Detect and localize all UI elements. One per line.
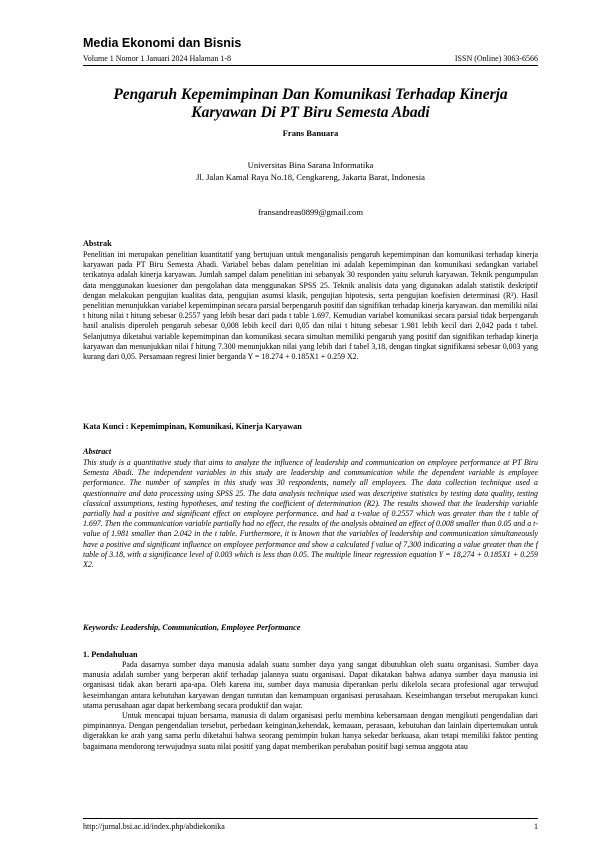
kata-kunci: Kata Kunci : Kepemimpinan, Komunikasi, Kinerja Karyawan [83, 422, 302, 431]
journal-name: Media Ekonomi dan Bisnis [83, 36, 242, 50]
section-heading: 1. Pendahuluan [83, 650, 138, 659]
header-rule [83, 65, 538, 66]
author-name: Frans Banuara [282, 128, 339, 138]
volume-info: Volume 1 Nomor 1 Januari 2024 Halaman 1-8 [83, 54, 232, 63]
abstrak-body [83, 250, 538, 362]
abstrak-text: Penelitian ini merupakan penelitian kuantitatif yang bertujuan untuk menganalisis pengaruh kepemimpinan dan komunikasi terhadap kinerja karyawan pada PT Biru Semesta Abadi. Variabel bebas dalam penelitian ini adalah kepemimpinan dan komunikasi sedangkan variabel terikatnya adalah kinerja karyawan. Jumlah sampel dalam penelitian ini sebanyak 30 responden yaitu seluruh karyawan. Teknik pengumpulan data menggunakan kuesioner dan pengolahan data menggunakan SPSS 25. Teknik analisis data yang digunakan adalah statistik deskriptif dengan melakukan pengujian kualitas data, pengujian asumsi klasik, pengujian hipotesis, serta pengujian koefisien determinasi (R²). Hasil penelitian menunjukkan variabel kepemimpinan secara parsial berpengaruh positif dan signifikan terhadap kinerja karyawan. dan memiliki nilai t hitung nilai t hitung sebesar 0.2557 yang lebih besar dari pada t table 1.697. Kemudian variabel komunikasi secara parsial tidak berpengaruh hasil analisis diperoleh pengaruh sebesar 0,008 lebih kecil dari 0,05 dan nilai t hitung sebesar 1.981 lebih kecil dari 2,042 pada t tabel. Selanjutnya diketahui variable kepemimpinan dan komunikasi secara simultan memiliki pengaruh yang positif dan signifikan terhadap kinerja karyawan dan menunjukkan nilai f hitung 7.300 menunjukkan nilai yang lebih dari f tabel 3,18, dengan tingkat signifikansi sebesar 0,003 yang kurang dari 0,05. Persamaan regresi linier berganda Y = 18.274 + 0.185X1 + 0.259 X2. [83, 250, 538, 362]
page-number: 1 [534, 822, 538, 831]
paper-title: Pengaruh Kepemimpinan Dan Komunikasi Terhadap Kinerja Karyawan Di PT Biru Semesta Abadi [113, 86, 508, 121]
abstract-text: This study is a quantitative study that aims to analyze the influence of leadership and communication on employee performance at PT Biru Semesta Abadi. The independent variables in this study are leadership and communication while the dependent variable is employee performance. The number of samples in this study was 30 respondents, namely all employees. The data collection technique used a questionnaire and data processing using SPSS 25. The data analysis technique used was descriptive statistics by testing data quality, testing classical assumptions, testing hypotheses, and testing the coefficient of determination (R2). The results showed that the leadership variable partially had a positive and significant effect on employee performance. and had a t-value of 0.2557 which was greater than the t table of 1.697. Then the communication variable partially had no effect, the results of the analysis obtained an effect of 0.008 smaller than 0.05 and a t-value of 1.981 smaller than 2.042 in the t table. Furthermore, it is known that the variables of leadership and communication simultaneously have a positive and significant influence on employee performance and show a calculated f value of 7,300 indicating a value greater than the f table of 3.18, with a significance level of 0.003 which is less than 0.05. The multiple linear regression equation Y = 18,274 + 0.185X1 + 0.259 X2. [83, 458, 538, 570]
section-body [83, 660, 538, 752]
footer-url[interactable]: http://jurnal.bsi.ac.id/index.php/abdiekonika [83, 822, 225, 831]
affiliation: Universitas Bina Sarana Informatika [247, 160, 374, 170]
abstract-body [83, 458, 538, 570]
abstrak-heading: Abstrak [83, 239, 112, 248]
address: Jl. Jalan Kamal Raya No.18, Cengkareng, Jakarta Barat, Indonesia [196, 172, 425, 182]
issn-info: ISSN (Online) 3063-6566 [454, 54, 538, 63]
abstract-heading: Abstract [83, 447, 112, 456]
paragraph-2: Untuk mencapai tujuan bersama, manusia di dalam organisasi perlu membina kebersamaan dengan mengikuti pengendalian dari pimpinannya. Dengan pengendalian tersebut, perbedaan keinginan,kehendak, kemauan, perasaan, kebutuhan dan lainlain dipertemukan untuk digerakkan ke arah yang sama perlu diketahui bahwa seorang pemimpin bukan hanya sekedar berkuasa, akan tetapi memiliki faktor penting bagaimana mendorong terwujudnya suatu nilai positif yang dapat memberikan perubahan positif bagi semua anggota atau [83, 711, 538, 751]
footer-rule [83, 818, 538, 819]
email[interactable]: fransandreas0899@gmail.com [257, 207, 364, 217]
paragraph-1: Pada dasarnya sumber daya manusia adalah suatu sumber daya yang sangat dibutuhkan oleh suatu organisasi. Sumber daya manusia adalah sumber yang berperan aktif terhadap jalannya suatu organisasi. Dapat dikatakan bahwa adanya sumber daya manusia ini organisasi tidak akan berarti apa-apa. Oleh karena itu, sumber daya manusia diperankan perlu dikelola secara profesional agar terwujud keseimbangan antara kebutuhan karyawan dengan tuntutan dan kemampuan organisasi perusahaan. Keseimbangan tersebut merupakan kunci utama perusahaan agar dapat berkembang secara produktif dan wajar. [83, 660, 538, 710]
keywords: Keywords: Leadership, Communication, Employee Performance [83, 623, 301, 632]
